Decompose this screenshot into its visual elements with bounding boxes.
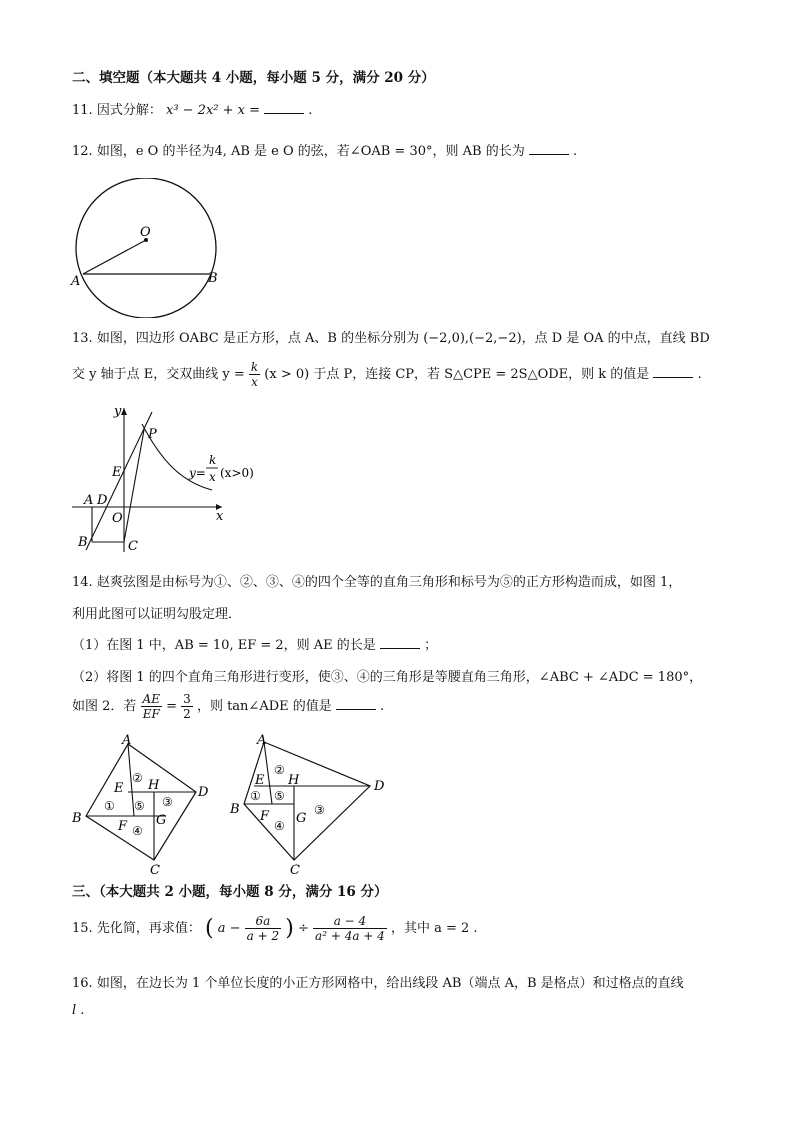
label-c: C bbox=[150, 863, 160, 877]
question-16-line-1 bbox=[72, 972, 684, 991]
label-o: O bbox=[112, 511, 123, 526]
label-d: D bbox=[374, 779, 385, 794]
label-d: D bbox=[198, 785, 209, 800]
question-15 bbox=[72, 914, 478, 943]
triangle-2-label: ② bbox=[132, 771, 143, 785]
fraction-denominator: a + 2 bbox=[246, 929, 280, 943]
label-a: A bbox=[257, 733, 267, 748]
label-b: B bbox=[72, 811, 82, 826]
fraction-numerator: a − 4 bbox=[313, 914, 387, 929]
right-paren: ) bbox=[285, 916, 294, 941]
question-11 bbox=[72, 99, 312, 118]
triangle-1-label: ① bbox=[250, 789, 261, 803]
q11-number: 11. bbox=[72, 103, 93, 118]
circle-o bbox=[76, 178, 216, 318]
label-a: A bbox=[84, 493, 94, 508]
question-12 bbox=[72, 140, 577, 159]
triangle-3-label: ③ bbox=[314, 803, 325, 817]
label-b: B bbox=[208, 271, 218, 286]
question-13-line-1 bbox=[72, 327, 710, 346]
figure-14-2 bbox=[228, 730, 398, 878]
q14-number: 14. bbox=[72, 575, 93, 590]
label-c: C bbox=[128, 539, 138, 554]
q15-a: a − bbox=[217, 921, 241, 936]
label-e: E bbox=[255, 773, 265, 788]
curve-label-denominator: x bbox=[209, 470, 216, 484]
answer-blank bbox=[264, 101, 304, 114]
label-a: A bbox=[122, 733, 132, 748]
fraction-numerator: 3 bbox=[183, 692, 191, 706]
triangle-1-label: ① bbox=[104, 799, 115, 813]
q11-text: 因式分解： bbox=[96, 103, 162, 118]
curve-label-prefix: y= bbox=[189, 466, 206, 480]
q11-end: . bbox=[308, 103, 313, 118]
q13-line2b: (x > 0) 于点 P，连接 CP，若 S△CPE = 2S△ODE，则 k 的值是 bbox=[264, 367, 650, 382]
ratio-fraction bbox=[141, 692, 162, 721]
figure-12-circle bbox=[66, 178, 226, 318]
hyperbola-fraction bbox=[249, 360, 260, 389]
fraction-numerator: AE bbox=[142, 692, 160, 706]
fraction-1 bbox=[245, 914, 281, 943]
y-axis-arrow-icon bbox=[121, 408, 127, 415]
label-h: H bbox=[288, 773, 300, 788]
fraction-denominator: 2 bbox=[183, 707, 191, 721]
answer-blank bbox=[380, 636, 420, 649]
label-g: G bbox=[296, 811, 307, 826]
q13-end: . bbox=[697, 367, 702, 382]
radius-oa bbox=[83, 240, 146, 274]
section-2-title: 二、填空题（本大题共 4 小题，每小题 5 分，满分 20 分） bbox=[72, 70, 435, 86]
outer-quadrilateral bbox=[244, 742, 370, 860]
label-a: A bbox=[71, 274, 81, 289]
figure-14-1 bbox=[70, 732, 220, 877]
fraction-denominator: EF bbox=[142, 707, 160, 721]
q16-number: 16. bbox=[72, 976, 93, 991]
label-g: G bbox=[156, 813, 167, 828]
curve-label-condition: (x>0) bbox=[220, 466, 254, 480]
triangle-4-label: ④ bbox=[132, 824, 143, 838]
line-bd bbox=[86, 412, 152, 550]
segment-cp bbox=[124, 430, 144, 542]
value-fraction bbox=[181, 692, 193, 721]
q12-number: 12. bbox=[72, 144, 93, 159]
q11-expression: x³ − 2x² + x = bbox=[165, 103, 261, 118]
label-e: E bbox=[112, 465, 122, 480]
left-paren: ( bbox=[204, 916, 214, 941]
figure-13-coordinate bbox=[72, 402, 272, 562]
q14-part1-end: ； bbox=[424, 638, 438, 653]
equals-sign: = bbox=[166, 699, 178, 714]
q14-line1: 赵爽弦图是由标号为①、②、③、④的四个全等的直角三角形和标号为⑤的正方形构造而成，如图 1， bbox=[96, 575, 682, 590]
q15-text: 先化简，再求值： bbox=[96, 921, 201, 936]
fraction-denominator: a² + 4a + 4 bbox=[315, 929, 385, 943]
q15-number: 15. bbox=[72, 921, 93, 936]
q13-line2a: 交 y 轴于点 E，交双曲线 y = bbox=[72, 367, 245, 382]
fraction-numerator: k bbox=[250, 360, 259, 374]
answer-blank bbox=[336, 697, 376, 710]
answer-blank bbox=[653, 365, 693, 378]
q15-tail: ，其中 a = 2 . bbox=[390, 921, 478, 936]
section-3-title: 三、（本大题共 2 小题，每小题 8 分，满分 16 分） bbox=[72, 884, 388, 900]
triangle-2-label: ② bbox=[274, 763, 285, 777]
triangle-3-label: ③ bbox=[162, 795, 173, 809]
label-b: B bbox=[78, 535, 88, 550]
label-h: H bbox=[148, 778, 160, 793]
question-16-line-2: l . bbox=[72, 1003, 85, 1018]
label-c: C bbox=[290, 863, 300, 878]
q14-part2b-b: ，则 tan∠ADE 的值是 bbox=[196, 699, 332, 714]
label-y: y bbox=[114, 404, 122, 419]
square-5-label: ⑤ bbox=[274, 789, 285, 803]
label-f: F bbox=[260, 809, 270, 824]
question-14-line-1 bbox=[72, 571, 681, 590]
q14-end: . bbox=[380, 699, 385, 714]
label-p: P bbox=[148, 427, 157, 442]
label-f: F bbox=[118, 819, 128, 834]
question-14-part-1 bbox=[72, 634, 437, 653]
question-13-line-2 bbox=[72, 360, 702, 389]
label-b: B bbox=[230, 802, 240, 817]
square-5-label: ⑤ bbox=[134, 799, 145, 813]
curve-label-numerator: k bbox=[209, 453, 217, 467]
fraction-numerator: 6a bbox=[245, 914, 281, 929]
q12-text: 如图，e O 的半径为4, AB 是 e O 的弦，若∠OAB = 30°，则 AB 的长为 bbox=[96, 144, 525, 159]
label-e: E bbox=[114, 781, 124, 796]
answer-blank bbox=[529, 142, 569, 155]
question-14-part-2: （2）将图 1 的四个直角三角形进行变形，使③、④的三角形是等腰直角三角形，∠ABC + ∠ADC = 180°， bbox=[72, 670, 703, 685]
label-d: D bbox=[97, 493, 108, 508]
label-x: x bbox=[216, 509, 224, 524]
division-sign: ÷ bbox=[298, 921, 309, 936]
q14-part2b-a: 如图 2．若 bbox=[72, 699, 137, 714]
q13-line1: 如图，四边形 OABC 是正方形，点 A、B 的坐标分别为 (−2,0),(−2,−2)，点 D 是 OA 的中点，直线 BD bbox=[96, 331, 710, 346]
q14-part1: （1）在图 1 中，AB = 10, EF = 2，则 AE 的长是 bbox=[72, 638, 376, 653]
question-14-part-2b bbox=[72, 692, 384, 721]
fraction-2 bbox=[313, 914, 387, 943]
q13-number: 13. bbox=[72, 331, 93, 346]
q12-end: . bbox=[572, 144, 578, 159]
fraction-denominator: x bbox=[251, 375, 258, 389]
triangle-4-label: ④ bbox=[274, 819, 285, 833]
label-o: O bbox=[140, 225, 151, 240]
q16-line1: 如图，在边长为 1 个单位长度的小正方形网格中，给出线段 AB（端点 A，B 是格点）和过格点的直线 bbox=[96, 976, 684, 991]
question-14-line-2: 利用此图可以证明勾股定理． bbox=[72, 607, 242, 622]
line-ag bbox=[264, 742, 272, 804]
